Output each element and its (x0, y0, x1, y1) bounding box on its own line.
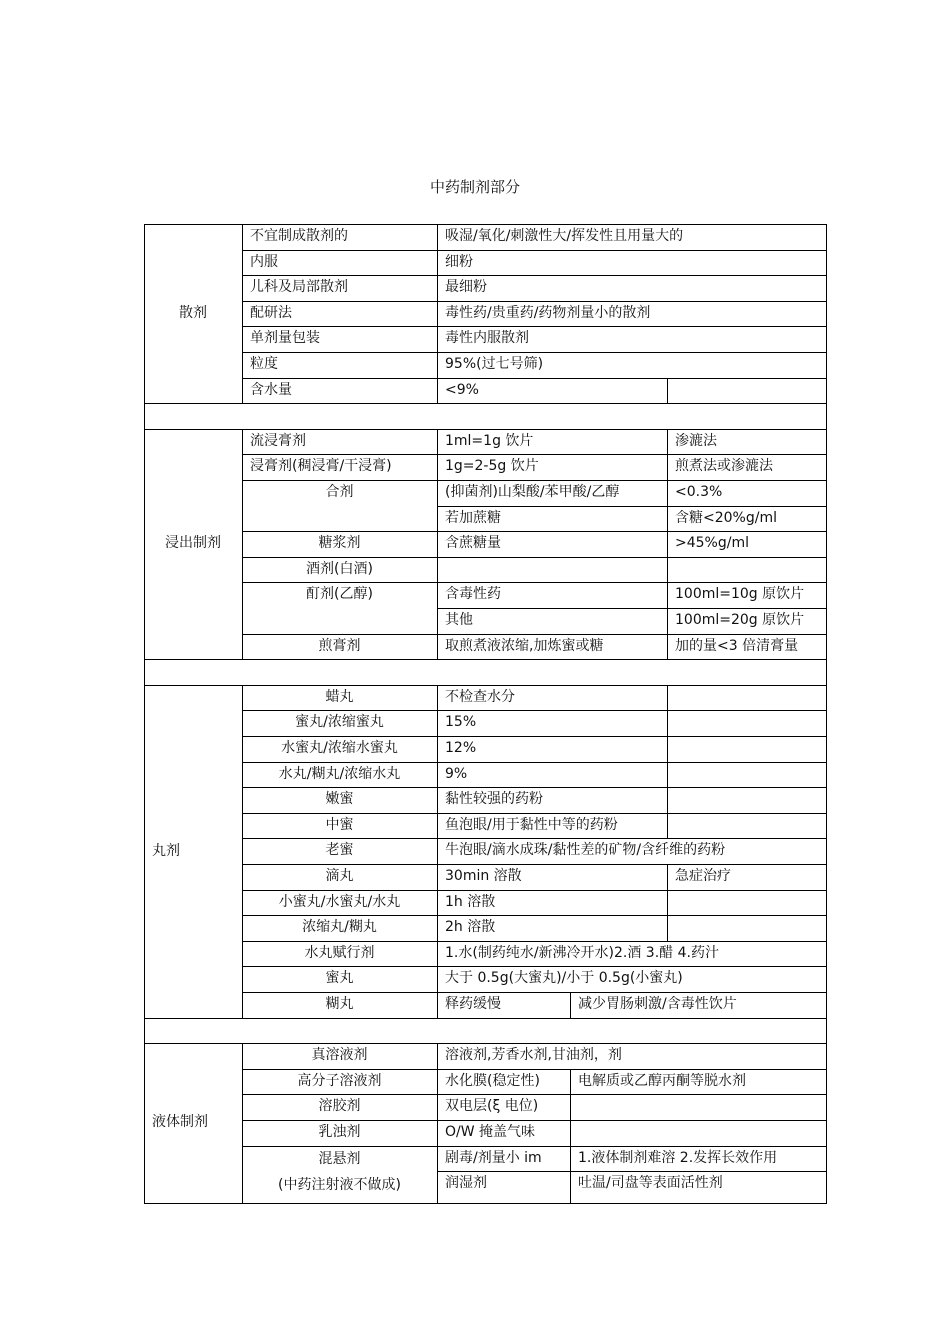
wanji-extra-cell (667, 736, 826, 762)
sanji-name-cell: 配研法 (250, 305, 292, 321)
jinchu-name-cell: 流浸膏剂 (250, 433, 306, 449)
jinchu-desc-cell: 含毒性药 (445, 586, 501, 602)
sanji-desc-cell: <9% (445, 382, 479, 398)
yeti-name-cell: 乳浊剂 (318, 1124, 361, 1140)
yeti-desc-cell: 双电层(ξ 电位) (445, 1098, 539, 1114)
jinchu-name-cell: 合剂 (325, 484, 354, 500)
wanji-desc-cell: 12% (445, 740, 477, 756)
wanji-name-cell: 糊丸 (325, 996, 354, 1012)
jinchu-extra-cell: 100ml=20g 原饮片 (675, 612, 805, 628)
wanji-desc-cell: 大于 0.5g(大蜜丸)/小于 0.5g(小蜜丸) (445, 970, 683, 986)
sanji-name-cell: 内服 (250, 254, 278, 270)
sanji-desc-cell: 吸湿/氧化/刺激性大/挥发性且用量大的 (445, 228, 684, 244)
sanji-name-cell: 粒度 (250, 356, 278, 372)
yeti-name-cell: 溶胶剂 (318, 1098, 361, 1114)
wanji-name-cell: 嫩蜜 (325, 791, 354, 807)
wanji-extra-cell (667, 890, 826, 915)
wanji-name-cell: 水蜜丸/浓缩水蜜丸 (281, 740, 398, 756)
wanji-desc-cell: 鱼泡眼/用于黏性中等的药粉 (445, 817, 618, 833)
wanji-name-cell: 蜜丸/浓缩蜜丸 (295, 714, 384, 730)
jinchu-extra-cell: 渗漉法 (675, 433, 717, 449)
yeti-extra-cell: 1.液体制剂难溶 2.发挥长效作用 (578, 1150, 778, 1166)
wanji-desc-cell: 9% (445, 766, 468, 782)
jinchu-desc-cell: 1ml=1g 饮片 (445, 433, 534, 449)
wanji-name-cell: 小蜜丸/水蜜丸/水丸 (278, 894, 401, 910)
wanji-name-cell: 滴丸 (325, 868, 354, 884)
yeti-extra-cell: 吐温/司盘等表面活性剂 (578, 1175, 723, 1191)
wanji-desc-cell: 15% (445, 714, 477, 730)
wanji-name-cell: 水丸/糊丸/浓缩水丸 (278, 766, 401, 782)
section-label-yeti: 液体制剂 (152, 1114, 208, 1131)
wanji-extra-cell (667, 915, 826, 941)
yeti-desc-cell: O/W 掩盖气味 (445, 1124, 536, 1140)
wanji-name-cell: 浓缩丸/糊丸 (302, 919, 377, 935)
yeti-desc-cell: 剧毒/剂量小 im (445, 1150, 542, 1166)
jinchu-name-cell: 浸膏剂(稠浸膏/干浸膏) (250, 458, 392, 474)
wanji-extra-cell: 急症治疗 (675, 868, 731, 884)
wanji-name-cell: 中蜜 (325, 817, 354, 833)
page-title: 中药制剂部分 (429, 178, 520, 196)
yeti-extra-cell: 电解质或乙醇丙酮等脱水剂 (578, 1073, 746, 1089)
section-label-sanji: 散剂 (179, 304, 207, 321)
wanji-desc-cell: 黏性较强的药粉 (445, 791, 543, 807)
sanji-desc-cell: 最细粉 (445, 279, 487, 295)
jinchu-desc-cell: 含蔗糖量 (445, 535, 501, 551)
yeti-desc-cell: 水化膜(稳定性) (445, 1073, 540, 1089)
wanji-name-cell: 老蜜 (325, 842, 354, 858)
hunxuan-note: (中药注射液不做成) (278, 1177, 401, 1193)
wanji-extra-cell (667, 787, 826, 813)
wanji-extra-cell (667, 685, 826, 710)
jinchu-extra-cell: <0.3% (675, 484, 723, 500)
wanji-extra-cell (667, 710, 826, 736)
yeti-desc-cell: 润湿剂 (445, 1175, 487, 1191)
jinchu-extra-cell: 煎煮法或渗漉法 (675, 458, 773, 474)
yeti-name-cell-hunxuan (242, 1146, 437, 1203)
sanji-desc-cell: 95%(过七号筛) (445, 356, 544, 372)
jinchu-extra-cell: 100ml=10g 原饮片 (675, 586, 805, 602)
jinchu-extra-cell: 含糖<20%g/ml (675, 510, 777, 526)
sanji-name-cell: 含水量 (250, 382, 292, 398)
wanji-desc-cell: 释药缓慢 (445, 996, 501, 1012)
wanji-desc-cell: 不检查水分 (445, 689, 515, 705)
hunxuan-name: 混悬剂 (318, 1151, 361, 1167)
jinchu-name-cell: 糖浆剂 (318, 535, 361, 551)
jinchu-desc-cell: 1g=2-5g 饮片 (445, 458, 539, 474)
sanji-desc-cell: 细粉 (445, 254, 473, 270)
jinchu-extra-cell: >45%g/ml (675, 535, 749, 551)
yeti-name-cell: 高分子溶液剂 (297, 1073, 382, 1089)
wanji-extra-cell (667, 762, 826, 787)
wanji-desc-cell: 2h 溶散 (445, 919, 496, 935)
wanji-name-cell: 蜜丸 (325, 970, 354, 986)
wanji-extra-cell (667, 813, 826, 838)
jinchu-name-cell: 酊剂(乙醇) (306, 586, 373, 602)
jinchu-desc-cell: (抑菌剂)山梨酸/苯甲酸/乙醇 (445, 484, 620, 500)
wanji-desc-cell: 1.水(制药纯水/新沸冷开水)2.酒 3.醋 4.药汁 (445, 945, 719, 961)
sanji-desc-cell: 毒性内服散剂 (445, 330, 529, 346)
jinchu-name-cell: 酒剂(白酒) (306, 561, 373, 577)
jinchu-extra-cell: 加的量<3 倍清膏量 (675, 638, 799, 654)
wanji-desc-cell: 牛泡眼/滴水成珠/黏性差的矿物/含纤维的药粉 (445, 842, 726, 858)
jinchu-desc-cell: 取煎煮液浓缩,加炼蜜或糖 (445, 638, 604, 654)
preparation-table (144, 224, 826, 1203)
yeti-desc-cell: 溶液剂,芳香水剂,甘油剂，剂 (445, 1047, 622, 1063)
sanji-name-cell: 单剂量包装 (250, 330, 320, 346)
wanji-name-cell: 蜡丸 (325, 689, 354, 705)
jinchu-desc-cell: 若加蔗糖 (445, 510, 501, 526)
wanji-desc-cell: 30min 溶散 (445, 868, 522, 884)
jinchu-desc-cell: 其他 (445, 612, 473, 628)
sanji-desc-cell: 毒性药/贵重药/药物剂量小的散剂 (445, 305, 651, 321)
sanji-name-cell: 不宜制成散剂的 (250, 228, 348, 244)
wanji-name-cell: 水丸赋行剂 (304, 945, 375, 961)
section-label-wanji: 丸剂 (152, 842, 180, 859)
wanji-extra-cell: 减少胃肠刺激/含毒性饮片 (578, 996, 737, 1012)
section-label-jinchu: 浸出制剂 (165, 535, 221, 552)
sanji-name-cell: 儿科及局部散剂 (250, 279, 348, 295)
wanji-desc-cell: 1h 溶散 (445, 894, 496, 910)
yeti-name-cell: 真溶液剂 (311, 1047, 368, 1063)
jinchu-name-cell: 煎膏剂 (318, 638, 361, 654)
